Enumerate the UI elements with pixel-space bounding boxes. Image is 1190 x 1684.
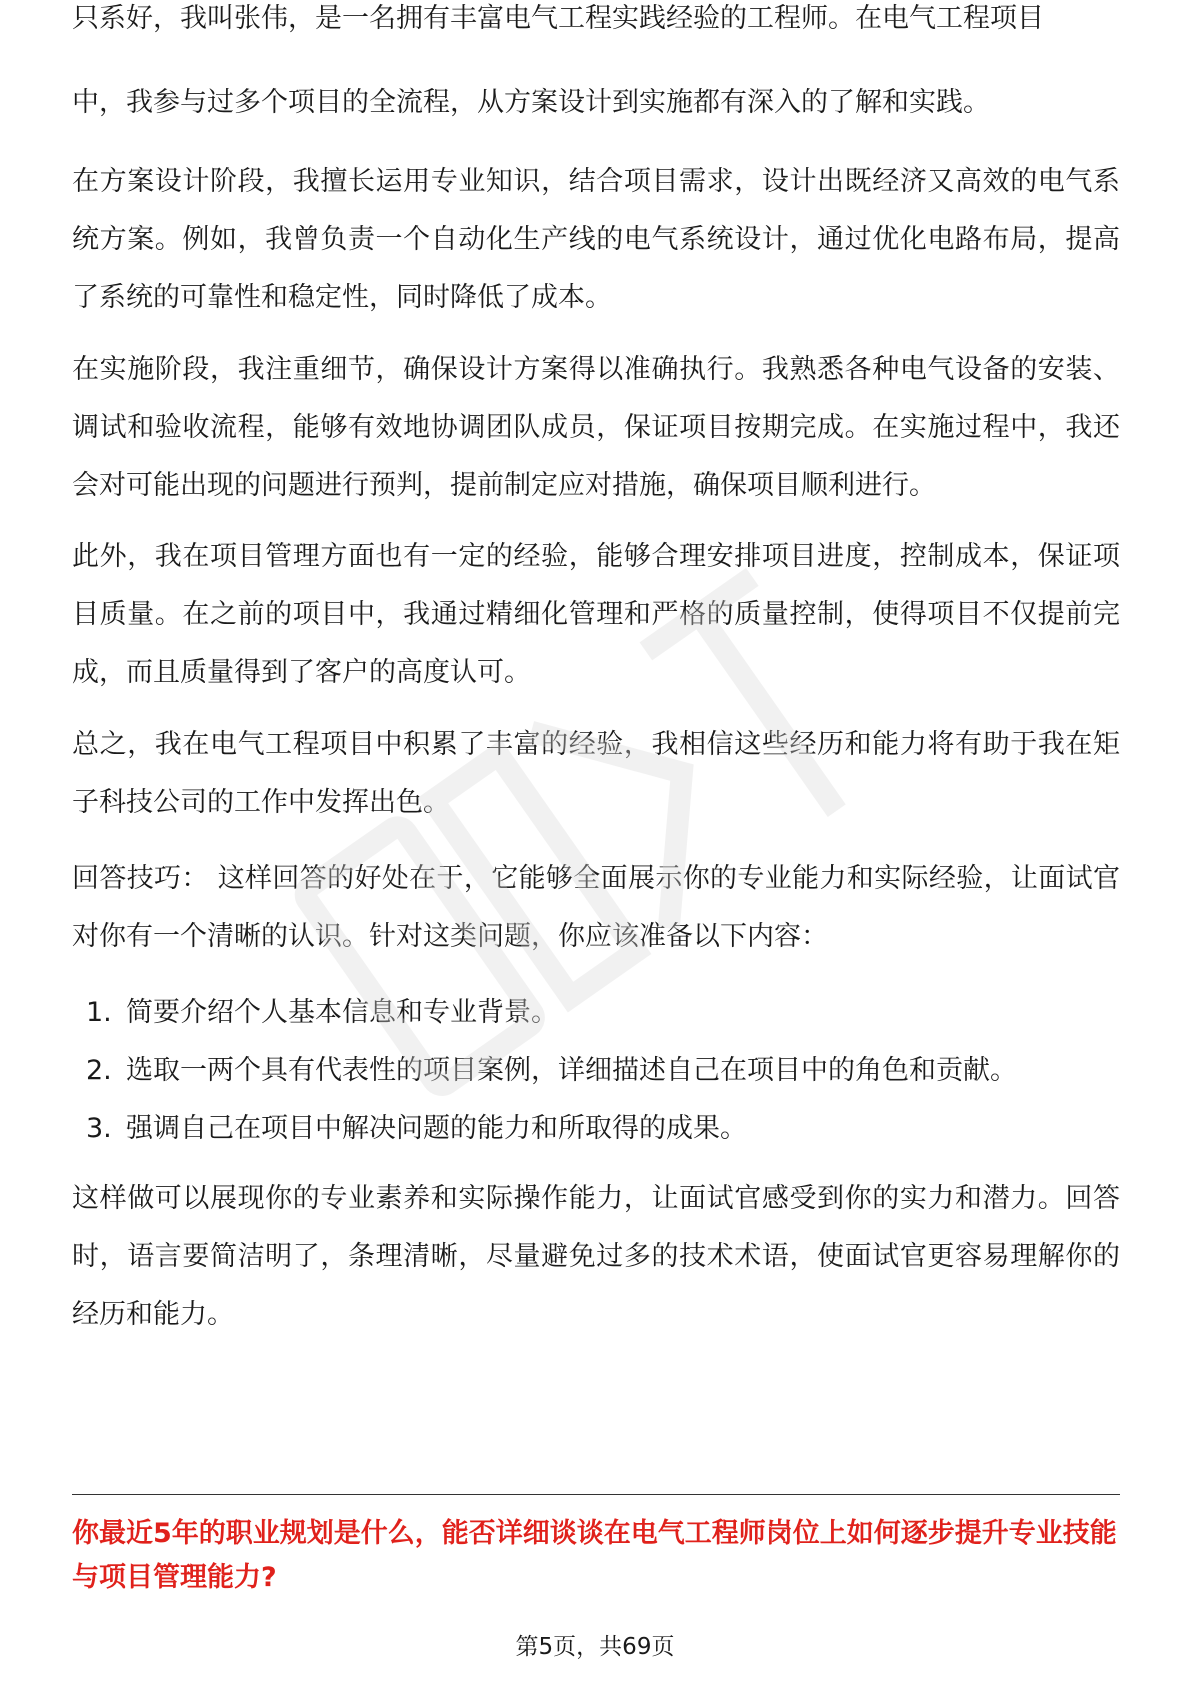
page-footer: 第5页，共69页 bbox=[515, 1634, 675, 1660]
paragraph-3: 在实施阶段，我注重细节，确保设计方案得以准确执行。我熟悉各种电气设备的安装、调试和验收流程，能够有效地协调团队成员，保证项目按期完成。在实施过程中，我还会对可能出现的问题进行预判，提前制定应对措施，确保项目顺利进行。 bbox=[72, 354, 1120, 501]
paragraph-2: 在方案设计阶段，我擅长运用专业知识，结合项目需求，设计出既经济又高效的电气系统方案。例如，我曾负责一个自动化生产线的电气系统设计，通过优化电路布局，提高了系统的可靠性和稳定性，同时降低了成本。 bbox=[72, 166, 1120, 313]
paragraph-1: 中，我参与过多个项目的全流程，从方案设计到实施都有深入的了解和实践。 bbox=[72, 87, 990, 118]
list-item-number: 1. bbox=[86, 997, 112, 1028]
list-item bbox=[72, 984, 1120, 1042]
list-item bbox=[72, 1042, 1120, 1100]
list-item bbox=[72, 1100, 1120, 1158]
list-item-number: 2. bbox=[86, 1055, 112, 1086]
paragraph-answer-tips: 回答技巧： 这样回答的好处在于，它能够全面展示你的专业能力和实际经验，让面试官对你有一个清晰的认识。针对这类问题，你应该准备以下内容： bbox=[72, 863, 1120, 952]
list-item-text: 选取一两个具有代表性的项目案例，详细描述自己在项目中的角色和贡献。 bbox=[126, 1055, 1017, 1086]
list-item-text: 强调自己在项目中解决问题的能力和所取得的成果。 bbox=[126, 1113, 747, 1144]
clipped-top-text: 只系好，我叫张伟，是一名拥有丰富电气工程实践经验的工程师。在电气工程项目 bbox=[72, 3, 1044, 34]
list-item-text: 简要介绍个人基本信息和专业背景。 bbox=[126, 997, 558, 1028]
next-question-heading: 你最近5年的职业规划是什么，能否详细谈谈在电气工程师岗位上如何逐步提升专业技能与项目管理能力? bbox=[72, 1518, 1117, 1593]
list-item-number: 3. bbox=[86, 1113, 112, 1144]
tips-list bbox=[72, 984, 1120, 1158]
clipped-top-line bbox=[72, 3, 1120, 56]
section-divider bbox=[72, 1494, 1120, 1495]
paragraph-5: 总之，我在电气工程项目中积累了丰富的经验，我相信这些经历和能力将有助于我在矩子科技公司的工作中发挥出色。 bbox=[72, 729, 1120, 818]
paragraph-4: 此外，我在项目管理方面也有一定的经验，能够合理安排项目进度，控制成本，保证项目质量。在之前的项目中，我通过精细化管理和严格的质量控制，使得项目不仅提前完成，而且质量得到了客户的高度认可。 bbox=[72, 541, 1120, 688]
closing-paragraph: 这样做可以展现你的专业素养和实际操作能力，让面试官感受到你的实力和潜力。回答时，语言要简洁明了，条理清晰，尽量避免过多的技术术语，使面试官更容易理解你的经历和能力。 bbox=[72, 1183, 1120, 1330]
